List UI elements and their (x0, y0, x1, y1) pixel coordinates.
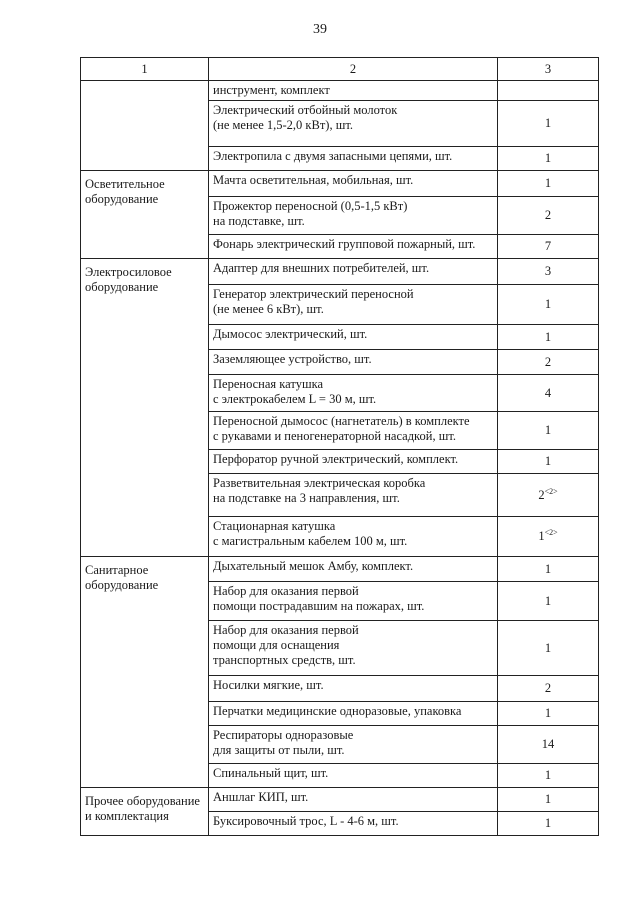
item-qty: 1 (544, 151, 552, 165)
item-qty-cell (498, 350, 599, 375)
item-qty: 7 (544, 239, 552, 253)
item-name-cell: Переносная катушка с электрокабелем L = 30 м, шт. (209, 375, 498, 412)
item-name-cell: Стационарная катушка с магистральным кабелем 100 м, шт. (209, 517, 498, 557)
item-qty-cell (498, 259, 599, 285)
item-qty: 1 (544, 423, 552, 437)
item-name-cell: Респираторы одноразовые для защиты от пыли, шт. (209, 726, 498, 764)
item-name-cell: Дымосос электрический, шт. (209, 325, 498, 350)
table-row (81, 259, 599, 285)
table-row (81, 788, 599, 812)
category-cell: Электросиловое оборудование (81, 259, 209, 557)
table-row (81, 171, 599, 197)
item-name-cell: инструмент, комплект (209, 81, 498, 101)
item-qty-cell (498, 412, 599, 450)
item-qty: 14 (541, 737, 555, 751)
item-qty-cell (498, 788, 599, 812)
item-qty-cell (498, 812, 599, 836)
item-name-cell: Перфоратор ручной электрический, комплект. (209, 450, 498, 474)
table-header-row (81, 58, 599, 81)
page-number: 39 (313, 22, 327, 37)
item-qty: 1 (544, 176, 552, 190)
item-qty-cell (498, 197, 599, 235)
header-col-3: 3 (498, 58, 599, 81)
item-qty: 2 (544, 208, 552, 222)
item-name-cell: Буксировочный трос, L - 4-6 м, шт. (209, 812, 498, 836)
item-qty-cell (498, 474, 599, 517)
item-qty-cell (498, 81, 599, 101)
item-name-cell: Фонарь электрический групповой пожарный, шт. (209, 235, 498, 259)
item-name-cell: Спинальный щит, шт. (209, 764, 498, 788)
item-qty-cell (498, 726, 599, 764)
category-cell: Осветительное оборудование (81, 171, 209, 259)
item-qty: 1 (544, 792, 552, 806)
table-row (81, 81, 599, 101)
item-qty-cell (498, 621, 599, 676)
item-qty: 2 (544, 354, 552, 369)
footnote-ref: <2> (544, 486, 558, 496)
item-qty-cell (498, 101, 599, 147)
item-name-cell: Разветвительная электрическая коробка на подставке на 3 направления, шт. (209, 474, 498, 517)
item-qty: 1 (544, 116, 552, 130)
item-qty-cell (498, 764, 599, 788)
item-qty: 1 (544, 297, 552, 311)
item-name-cell: Аншлаг КИП, шт. (209, 788, 498, 812)
item-qty: 1 (544, 561, 552, 576)
item-qty-cell (498, 676, 599, 702)
table-row (81, 557, 599, 582)
item-name-cell: Носилки мягкие, шт. (209, 676, 498, 702)
item-qty-cell (498, 702, 599, 726)
item-qty-cell (498, 325, 599, 350)
item-name-cell: Адаптер для внешних потребителей, шт. (209, 259, 498, 285)
item-name-cell: Набор для оказания первой помощи для оснащения транспортных средств, шт. (209, 621, 498, 676)
item-name-cell: Электропила с двумя запасными цепями, шт. (209, 147, 498, 171)
category-cell: Санитарное оборудование (81, 557, 209, 788)
header-col-1: 1 (81, 58, 209, 81)
item-name-cell: Электрический отбойный молоток (не менее 1,5-2,0 кВт), шт. (209, 101, 498, 147)
category-cell: Прочее оборудование и комплектация (81, 788, 209, 836)
item-qty: 1 (544, 640, 552, 655)
item-name-cell: Переносной дымосос (нагнетатель) в комплекте с рукавами и пеногенераторной насадкой, шт. (209, 412, 498, 450)
item-qty-cell (498, 557, 599, 582)
item-name-cell: Набор для оказания первой помощи пострадавшим на пожарах, шт. (209, 582, 498, 621)
item-qty-cell (498, 517, 599, 557)
item-qty: 1 (544, 329, 552, 344)
item-qty-cell (498, 147, 599, 171)
item-qty: 1 (544, 454, 552, 468)
item-qty-cell (498, 582, 599, 621)
item-qty-cell (498, 450, 599, 474)
category-cell (81, 81, 209, 171)
footnote-ref: <2> (544, 527, 558, 537)
item-qty-cell (498, 235, 599, 259)
item-qty-cell (498, 171, 599, 197)
item-qty-cell (498, 375, 599, 412)
item-qty-cell (498, 285, 599, 325)
item-qty: 4 (544, 385, 552, 400)
item-qty: 2 (538, 487, 545, 502)
item-qty: 1 (544, 768, 552, 782)
item-qty: 1 (538, 529, 545, 543)
header-col-2: 2 (209, 58, 498, 81)
item-qty: 1 (544, 816, 552, 830)
item-name-cell: Генератор электрический переносной (не менее 6 кВт), шт. (209, 285, 498, 325)
item-name-cell: Прожектор переносной (0,5-1,5 кВт) на подставке, шт. (209, 197, 498, 235)
item-qty: 2 (544, 681, 552, 695)
item-qty: 1 (544, 593, 552, 608)
item-qty: 1 (544, 706, 552, 720)
item-name-cell: Дыхательный мешок Амбу, комплект. (209, 557, 498, 582)
equipment-table (80, 57, 599, 836)
item-name-cell: Перчатки медицинские одноразовые, упаковка (209, 702, 498, 726)
item-name-cell: Мачта осветительная, мобильная, шт. (209, 171, 498, 197)
item-name-cell: Заземляющее устройство, шт. (209, 350, 498, 375)
item-qty: 3 (544, 264, 552, 278)
